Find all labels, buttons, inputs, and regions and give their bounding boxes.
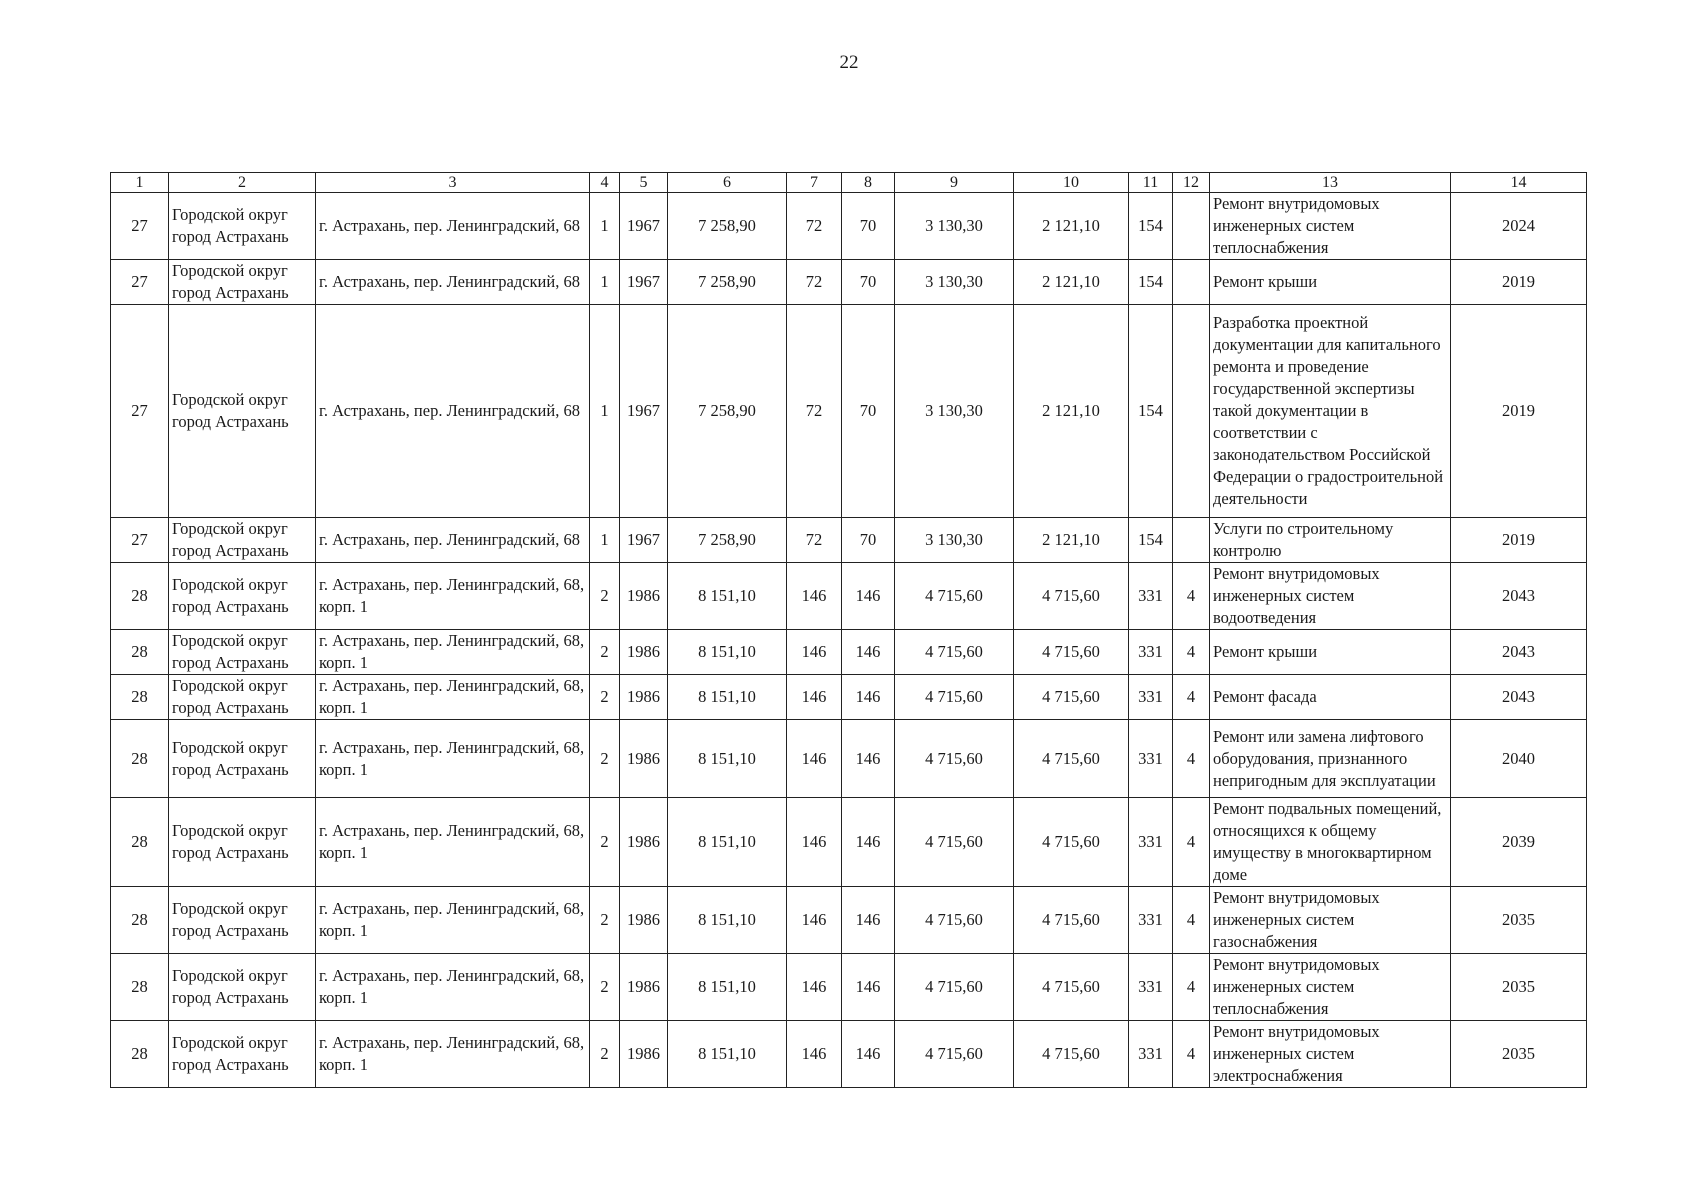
area-owned-cell: 4 715,60	[1014, 563, 1129, 630]
row-number-cell: 28	[111, 630, 169, 675]
column-header-11: 11	[1129, 173, 1173, 193]
address-cell: г. Астрахань, пер. Ленинградский, 68, корп. 1	[316, 563, 590, 630]
municipality-cell: Городской округ город Астрахань	[169, 630, 316, 675]
area-owned-cell: 2 121,10	[1014, 193, 1129, 260]
floors-or-lifts-cell: 4	[1173, 630, 1210, 675]
municipality-cell: Городской округ город Астрахань	[169, 518, 316, 563]
building-count-cell: 2	[590, 630, 620, 675]
planned-year-cell: 2043	[1451, 630, 1587, 675]
residents-count-cell: 331	[1129, 630, 1173, 675]
total-area-cell: 8 151,10	[668, 720, 787, 798]
planned-year-cell: 2024	[1451, 193, 1587, 260]
residents-count-cell: 331	[1129, 1021, 1173, 1088]
table-row	[111, 887, 1587, 954]
planned-year-cell: 2035	[1451, 1021, 1587, 1088]
total-area-cell: 8 151,10	[668, 563, 787, 630]
table-row	[111, 954, 1587, 1021]
year-built-cell: 1986	[620, 1021, 668, 1088]
municipality-cell: Городской округ город Астрахань	[169, 305, 316, 518]
apartments-residential-cell: 146	[842, 798, 895, 887]
building-count-cell: 2	[590, 563, 620, 630]
municipality-cell: Городской округ город Астрахань	[169, 675, 316, 720]
apartments-total-cell: 146	[787, 954, 842, 1021]
total-area-cell: 8 151,10	[668, 630, 787, 675]
apartments-total-cell: 72	[787, 518, 842, 563]
floors-or-lifts-cell: 4	[1173, 675, 1210, 720]
building-count-cell: 2	[590, 798, 620, 887]
repair-work-type-cell: Ремонт внутридомовых инженерных систем водоотведения	[1210, 563, 1451, 630]
column-header-5: 5	[620, 173, 668, 193]
repair-work-type-cell: Услуги по строительному контролю	[1210, 518, 1451, 563]
apartments-residential-cell: 70	[842, 260, 895, 305]
planned-year-cell: 2043	[1451, 675, 1587, 720]
address-cell: г. Астрахань, пер. Ленинградский, 68	[316, 193, 590, 260]
year-built-cell: 1967	[620, 193, 668, 260]
column-number-header	[111, 173, 1587, 193]
table-row	[111, 630, 1587, 675]
repair-work-type-cell: Ремонт внутридомовых инженерных систем газоснабжения	[1210, 887, 1451, 954]
apartments-residential-cell: 146	[842, 1021, 895, 1088]
total-area-cell: 8 151,10	[668, 798, 787, 887]
address-cell: г. Астрахань, пер. Ленинградский, 68	[316, 305, 590, 518]
capital-repair-table	[110, 172, 1587, 1088]
residents-count-cell: 154	[1129, 305, 1173, 518]
header-row	[111, 173, 1587, 193]
floors-or-lifts-cell: 4	[1173, 720, 1210, 798]
municipality-cell: Городской округ город Астрахань	[169, 563, 316, 630]
residents-count-cell: 154	[1129, 193, 1173, 260]
building-count-cell: 2	[590, 1021, 620, 1088]
planned-year-cell: 2043	[1451, 563, 1587, 630]
apartments-total-cell: 146	[787, 630, 842, 675]
area-residential-cell: 4 715,60	[895, 675, 1014, 720]
residents-count-cell: 331	[1129, 887, 1173, 954]
residents-count-cell: 331	[1129, 720, 1173, 798]
area-residential-cell: 4 715,60	[895, 630, 1014, 675]
column-header-7: 7	[787, 173, 842, 193]
floors-or-lifts-cell	[1173, 193, 1210, 260]
area-residential-cell: 3 130,30	[895, 305, 1014, 518]
building-count-cell: 2	[590, 887, 620, 954]
table-row	[111, 563, 1587, 630]
total-area-cell: 7 258,90	[668, 260, 787, 305]
floors-or-lifts-cell: 4	[1173, 954, 1210, 1021]
apartments-residential-cell: 146	[842, 563, 895, 630]
repair-work-type-cell: Ремонт подвальных помещений, относящихся к общему имуществу в многоквартирном доме	[1210, 798, 1451, 887]
row-number-cell: 27	[111, 260, 169, 305]
row-number-cell: 28	[111, 563, 169, 630]
year-built-cell: 1986	[620, 630, 668, 675]
municipality-cell: Городской округ город Астрахань	[169, 1021, 316, 1088]
repair-work-type-cell: Разработка проектной документации для капитального ремонта и проведение государственной экспертизы такой документации в соответствии с законодательством Российской Федерации о градостроительной деятельности	[1210, 305, 1451, 518]
total-area-cell: 7 258,90	[668, 518, 787, 563]
column-header-3: 3	[316, 173, 590, 193]
total-area-cell: 8 151,10	[668, 675, 787, 720]
area-residential-cell: 4 715,60	[895, 887, 1014, 954]
planned-year-cell: 2019	[1451, 305, 1587, 518]
area-residential-cell: 4 715,60	[895, 954, 1014, 1021]
building-count-cell: 2	[590, 954, 620, 1021]
floors-or-lifts-cell: 4	[1173, 798, 1210, 887]
residents-count-cell: 331	[1129, 954, 1173, 1021]
floors-or-lifts-cell: 4	[1173, 1021, 1210, 1088]
apartments-total-cell: 72	[787, 193, 842, 260]
municipality-cell: Городской округ город Астрахань	[169, 260, 316, 305]
apartments-total-cell: 146	[787, 798, 842, 887]
residents-count-cell: 331	[1129, 798, 1173, 887]
table-row	[111, 720, 1587, 798]
area-owned-cell: 4 715,60	[1014, 887, 1129, 954]
apartments-total-cell: 146	[787, 887, 842, 954]
residents-count-cell: 154	[1129, 260, 1173, 305]
row-number-cell: 27	[111, 193, 169, 260]
address-cell: г. Астрахань, пер. Ленинградский, 68, корп. 1	[316, 630, 590, 675]
column-header-1: 1	[111, 173, 169, 193]
repair-work-type-cell: Ремонт фасада	[1210, 675, 1451, 720]
apartments-residential-cell: 146	[842, 720, 895, 798]
row-number-cell: 28	[111, 954, 169, 1021]
municipality-cell: Городской округ город Астрахань	[169, 954, 316, 1021]
area-owned-cell: 4 715,60	[1014, 675, 1129, 720]
apartments-total-cell: 146	[787, 675, 842, 720]
area-residential-cell: 3 130,30	[895, 518, 1014, 563]
column-header-2: 2	[169, 173, 316, 193]
municipality-cell: Городской округ город Астрахань	[169, 798, 316, 887]
planned-year-cell: 2019	[1451, 260, 1587, 305]
municipality-cell: Городской округ город Астрахань	[169, 887, 316, 954]
floors-or-lifts-cell: 4	[1173, 563, 1210, 630]
year-built-cell: 1986	[620, 798, 668, 887]
planned-year-cell: 2039	[1451, 798, 1587, 887]
planned-year-cell: 2035	[1451, 954, 1587, 1021]
building-count-cell: 2	[590, 720, 620, 798]
building-count-cell: 1	[590, 193, 620, 260]
year-built-cell: 1986	[620, 563, 668, 630]
row-number-cell: 27	[111, 518, 169, 563]
address-cell: г. Астрахань, пер. Ленинградский, 68, корп. 1	[316, 675, 590, 720]
column-header-4: 4	[590, 173, 620, 193]
address-cell: г. Астрахань, пер. Ленинградский, 68, корп. 1	[316, 954, 590, 1021]
apartments-residential-cell: 70	[842, 193, 895, 260]
row-number-cell: 28	[111, 675, 169, 720]
column-header-12: 12	[1173, 173, 1210, 193]
table-row	[111, 1021, 1587, 1088]
building-count-cell: 1	[590, 305, 620, 518]
residents-count-cell: 331	[1129, 563, 1173, 630]
repair-work-type-cell: Ремонт или замена лифтового оборудования, признанного непригодным для эксплуатации	[1210, 720, 1451, 798]
year-built-cell: 1967	[620, 260, 668, 305]
apartments-total-cell: 72	[787, 305, 842, 518]
apartments-total-cell: 146	[787, 1021, 842, 1088]
area-owned-cell: 4 715,60	[1014, 720, 1129, 798]
apartments-residential-cell: 146	[842, 675, 895, 720]
row-number-cell: 28	[111, 887, 169, 954]
total-area-cell: 8 151,10	[668, 954, 787, 1021]
planned-year-cell: 2019	[1451, 518, 1587, 563]
repair-work-type-cell: Ремонт внутридомовых инженерных систем электроснабжения	[1210, 1021, 1451, 1088]
total-area-cell: 8 151,10	[668, 1021, 787, 1088]
repair-work-type-cell: Ремонт крыши	[1210, 630, 1451, 675]
planned-year-cell: 2035	[1451, 887, 1587, 954]
area-owned-cell: 4 715,60	[1014, 1021, 1129, 1088]
address-cell: г. Астрахань, пер. Ленинградский, 68	[316, 260, 590, 305]
table-body	[111, 193, 1587, 1088]
municipality-cell: Городской округ город Астрахань	[169, 720, 316, 798]
floors-or-lifts-cell	[1173, 305, 1210, 518]
residents-count-cell: 331	[1129, 675, 1173, 720]
column-header-8: 8	[842, 173, 895, 193]
area-residential-cell: 4 715,60	[895, 1021, 1014, 1088]
address-cell: г. Астрахань, пер. Ленинградский, 68, корп. 1	[316, 887, 590, 954]
total-area-cell: 8 151,10	[668, 887, 787, 954]
address-cell: г. Астрахань, пер. Ленинградский, 68, корп. 1	[316, 720, 590, 798]
planned-year-cell: 2040	[1451, 720, 1587, 798]
apartments-total-cell: 146	[787, 720, 842, 798]
area-owned-cell: 4 715,60	[1014, 954, 1129, 1021]
table-row	[111, 305, 1587, 518]
total-area-cell: 7 258,90	[668, 305, 787, 518]
area-owned-cell: 2 121,10	[1014, 518, 1129, 563]
floors-or-lifts-cell	[1173, 260, 1210, 305]
floors-or-lifts-cell: 4	[1173, 887, 1210, 954]
area-residential-cell: 3 130,30	[895, 193, 1014, 260]
building-count-cell: 1	[590, 260, 620, 305]
apartments-residential-cell: 146	[842, 630, 895, 675]
municipality-cell: Городской округ город Астрахань	[169, 193, 316, 260]
column-header-14: 14	[1451, 173, 1587, 193]
address-cell: г. Астрахань, пер. Ленинградский, 68	[316, 518, 590, 563]
year-built-cell: 1986	[620, 954, 668, 1021]
column-header-10: 10	[1014, 173, 1129, 193]
building-count-cell: 1	[590, 518, 620, 563]
apartments-residential-cell: 146	[842, 887, 895, 954]
total-area-cell: 7 258,90	[668, 193, 787, 260]
area-owned-cell: 4 715,60	[1014, 630, 1129, 675]
area-residential-cell: 4 715,60	[895, 563, 1014, 630]
column-header-9: 9	[895, 173, 1014, 193]
residents-count-cell: 154	[1129, 518, 1173, 563]
column-header-6: 6	[668, 173, 787, 193]
year-built-cell: 1967	[620, 305, 668, 518]
table-row	[111, 518, 1587, 563]
table-row	[111, 260, 1587, 305]
apartments-residential-cell: 146	[842, 954, 895, 1021]
area-owned-cell: 2 121,10	[1014, 305, 1129, 518]
row-number-cell: 28	[111, 1021, 169, 1088]
building-count-cell: 2	[590, 675, 620, 720]
apartments-residential-cell: 70	[842, 305, 895, 518]
row-number-cell: 28	[111, 798, 169, 887]
page-number: 22	[839, 52, 859, 73]
repair-work-type-cell: Ремонт крыши	[1210, 260, 1451, 305]
area-residential-cell: 4 715,60	[895, 798, 1014, 887]
apartments-residential-cell: 70	[842, 518, 895, 563]
apartments-total-cell: 72	[787, 260, 842, 305]
year-built-cell: 1967	[620, 518, 668, 563]
row-number-cell: 27	[111, 305, 169, 518]
column-header-13: 13	[1210, 173, 1451, 193]
area-owned-cell: 2 121,10	[1014, 260, 1129, 305]
area-residential-cell: 4 715,60	[895, 720, 1014, 798]
address-cell: г. Астрахань, пер. Ленинградский, 68, корп. 1	[316, 798, 590, 887]
address-cell: г. Астрахань, пер. Ленинградский, 68, корп. 1	[316, 1021, 590, 1088]
area-owned-cell: 4 715,60	[1014, 798, 1129, 887]
year-built-cell: 1986	[620, 720, 668, 798]
apartments-total-cell: 146	[787, 563, 842, 630]
table-row	[111, 675, 1587, 720]
table-row	[111, 193, 1587, 260]
repair-work-type-cell: Ремонт внутридомовых инженерных систем теплоснабжения	[1210, 954, 1451, 1021]
row-number-cell: 28	[111, 720, 169, 798]
year-built-cell: 1986	[620, 887, 668, 954]
year-built-cell: 1986	[620, 675, 668, 720]
repair-work-type-cell: Ремонт внутридомовых инженерных систем теплоснабжения	[1210, 193, 1451, 260]
floors-or-lifts-cell	[1173, 518, 1210, 563]
table-row	[111, 798, 1587, 887]
area-residential-cell: 3 130,30	[895, 260, 1014, 305]
